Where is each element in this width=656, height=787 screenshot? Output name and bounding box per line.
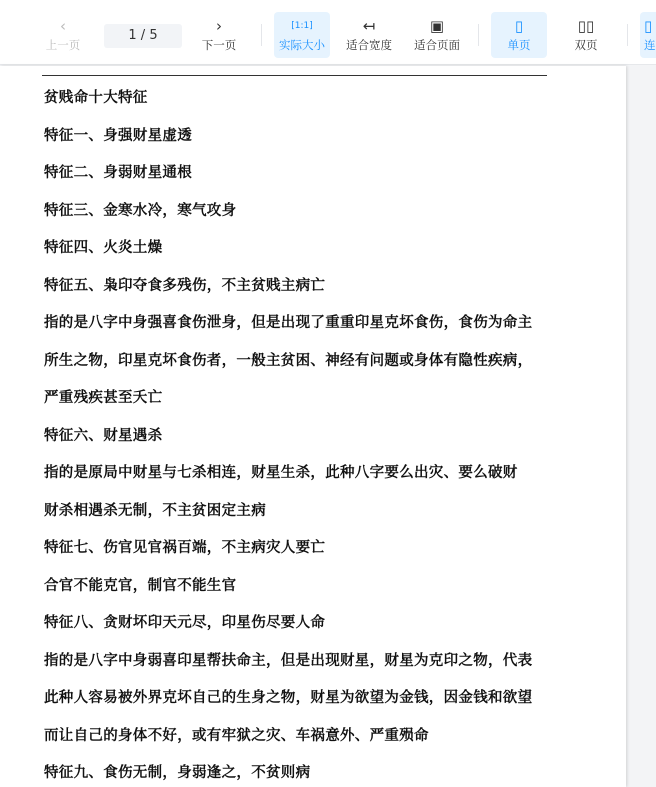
double-page-icon: ▯▯: [577, 17, 595, 35]
document-title: 贫贱命十大特征: [44, 89, 148, 106]
actual-size-button[interactable]: [274, 12, 330, 58]
header-rule: [42, 75, 547, 76]
document-page: [0, 66, 626, 787]
actual-size-label: 实际大小: [279, 38, 325, 52]
text-line: 合官不能克官，制官不能生官: [44, 576, 237, 594]
fit-page-label: 适合页面: [414, 38, 460, 52]
chevron-right-circle-icon: ›: [216, 17, 222, 35]
pdf-toolbar: [0, 0, 656, 65]
total-pages: 5: [149, 28, 158, 43]
divider: [627, 24, 628, 46]
text-line: 指的是八字中身弱喜印星帮扶命主，但是出现财星，财星为克印之物，代表: [44, 651, 533, 669]
text-line: 严重残疾甚至夭亡: [44, 389, 163, 406]
continuous-icon: ▯: [644, 17, 653, 35]
text-line: 此种人容易被外界克坏自己的生身之物，财星为欲望为金钱，因金钱和欲望: [44, 689, 533, 706]
fit-page-button[interactable]: [408, 12, 466, 58]
continuous-label: 连: [644, 38, 656, 52]
text-line: 而让自己的身体不好，或有牢狱之灾、车祸意外、严重殒命: [44, 726, 429, 744]
actual-size-icon: [1:1]: [291, 21, 313, 31]
text-line: 特征二、身弱财星通根: [44, 164, 192, 181]
text-line: 特征五、枭印夺食多残伤，不主贫贱主病亡: [44, 276, 326, 294]
fit-page-icon: ▣: [429, 17, 445, 35]
text-line: 财杀相遇杀无制，不主贫困定主病: [44, 501, 266, 519]
prev-page-button[interactable]: [40, 12, 86, 58]
text-line: 指的是原局中财星与七杀相连，财星生杀，此种八字要么出灾、要么破财: [44, 464, 518, 481]
page-number-input[interactable]: 1 / 5: [104, 24, 182, 48]
fit-width-button[interactable]: [340, 12, 398, 58]
text-line: 指的是八字中身强喜食伤泄身，但是出现了重重印星克坏食伤，食伤为命主: [44, 314, 533, 331]
continuous-button[interactable]: [640, 12, 656, 58]
text-line: 特征六、财星遇杀: [44, 426, 163, 444]
chevron-left-circle-icon: ‹: [60, 17, 66, 35]
text-line: 特征七、伤官见官祸百端，不主病灾人要亡: [44, 539, 326, 556]
divider: [261, 24, 262, 46]
text-line: 特征一、身强财星虚透: [44, 126, 192, 144]
text-line: 特征三、金寒水冷，寒气攻身: [44, 201, 237, 219]
next-page-label: 下一页: [201, 38, 237, 52]
text-line: 特征八、贪财坏印天元尽，印星伤尽要人命: [44, 614, 326, 631]
text-line: 特征九、食伤无制，身弱逢之，不贫则病: [44, 764, 311, 781]
current-page: 1: [128, 28, 137, 43]
single-page-button[interactable]: [491, 12, 547, 58]
double-page-label: 双页: [574, 38, 598, 52]
prev-page-label: 上一页: [45, 38, 81, 52]
single-page-icon: ▯: [514, 17, 524, 35]
text-line: 特征四、火炎土燥: [44, 239, 163, 256]
text-line: 所生之物，印星克坏食伤者，一般主贫困、神经有问题或身体有隐性疾病，: [44, 351, 533, 369]
single-page-label: 单页: [507, 38, 531, 52]
fit-width-label: 适合宽度: [346, 38, 392, 52]
fit-width-icon: ↤: [362, 17, 376, 35]
double-page-button[interactable]: [560, 12, 612, 58]
next-page-button[interactable]: [196, 12, 242, 58]
divider: [478, 24, 479, 46]
